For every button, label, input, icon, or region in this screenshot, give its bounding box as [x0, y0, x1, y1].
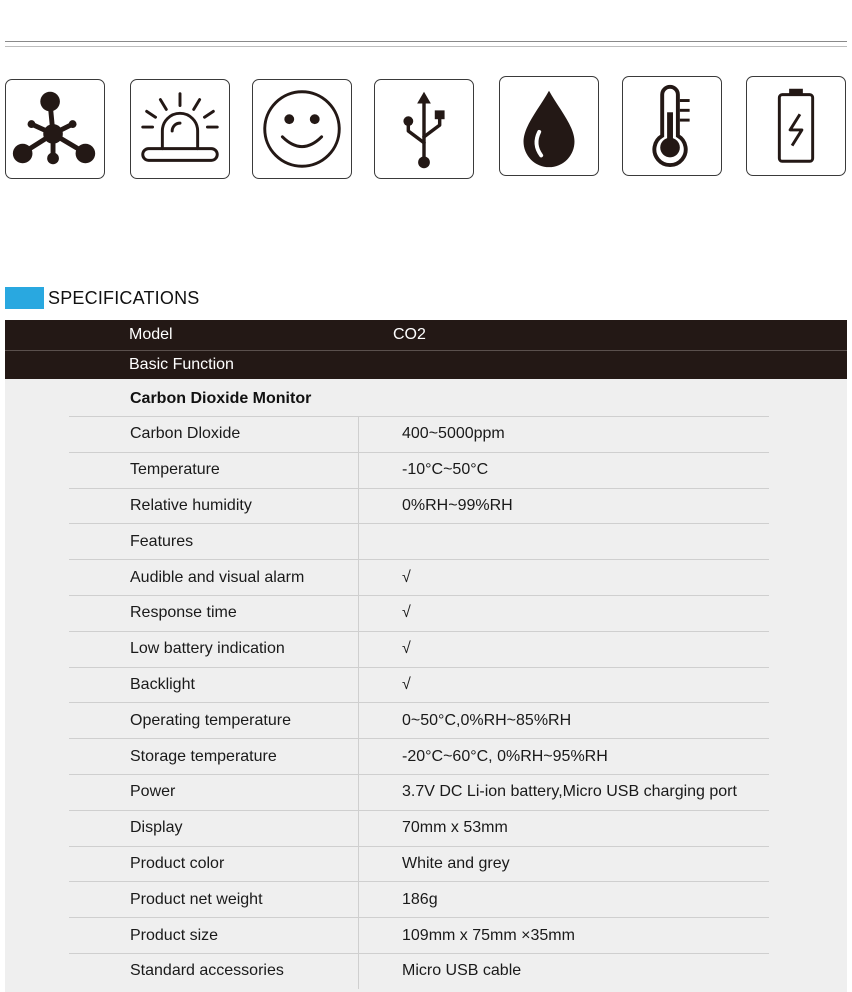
- top-divider-secondary: [5, 46, 847, 47]
- column-divider: [358, 703, 359, 738]
- row-label: Standard accessories: [130, 962, 284, 980]
- basic-function-row: [5, 350, 847, 379]
- column-divider: [358, 775, 359, 810]
- table-row: [69, 416, 769, 452]
- row-value: 186g: [402, 890, 438, 908]
- row-label: Product net weight: [130, 890, 263, 908]
- basic-function-label: Basic Function: [129, 356, 234, 373]
- column-divider: [358, 489, 359, 524]
- row-value: 3.7V DC Li-ion battery,Micro USB charging port: [402, 783, 737, 801]
- row-value: 0~50°C,0%RH~85%RH: [402, 711, 572, 729]
- water-drop-icon: [499, 76, 599, 176]
- row-value: -20°C~60°C, 0%RH~95%RH: [402, 747, 608, 765]
- row-value: 70mm x 53mm: [402, 819, 508, 837]
- row-label: Relative humidity: [130, 496, 252, 514]
- table-row: [69, 774, 769, 810]
- column-divider: [358, 918, 359, 953]
- model-header-row: [5, 320, 847, 350]
- row-label: Backlight: [130, 675, 195, 693]
- column-divider: [358, 560, 359, 595]
- column-divider: [358, 811, 359, 846]
- row-label: Audible and visual alarm: [130, 568, 305, 586]
- row-label: Carbon Dloxide: [130, 425, 241, 443]
- smiley-face-icon: [252, 79, 352, 179]
- feature-icon-row: [0, 76, 852, 182]
- row-value: Micro USB cable: [402, 962, 522, 980]
- alarm-light-icon: [130, 79, 230, 179]
- table-row: [69, 667, 769, 703]
- row-label: Temperature: [130, 461, 220, 479]
- column-divider: [358, 632, 359, 667]
- row-value: √: [402, 640, 411, 658]
- row-label: Storage temperature: [130, 747, 277, 765]
- row-label: Power: [130, 783, 176, 801]
- column-divider: [358, 668, 359, 703]
- row-value: 109mm x 75mm ×35mm: [402, 926, 575, 944]
- column-divider: [358, 453, 359, 488]
- table-row: [69, 631, 769, 667]
- row-label: Response time: [130, 604, 237, 622]
- specifications-title: SPECIFICATIONS: [48, 287, 200, 308]
- table-row: [69, 488, 769, 524]
- row-label: Operating temperature: [130, 711, 291, 729]
- battery-charging-icon: [746, 76, 846, 176]
- table-row: [69, 523, 769, 559]
- row-value: 0%RH~99%RH: [402, 496, 513, 514]
- model-value: CO2: [393, 326, 426, 343]
- row-value: √: [402, 675, 411, 693]
- table-row: [69, 702, 769, 738]
- table-row: [69, 559, 769, 595]
- column-divider: [358, 417, 359, 452]
- table-row: [69, 738, 769, 774]
- specifications-heading: [5, 287, 200, 309]
- row-label: Features: [130, 532, 194, 550]
- column-divider: [358, 847, 359, 882]
- column-divider: [358, 954, 359, 989]
- usb-icon: [374, 79, 474, 179]
- row-label: Product size: [130, 926, 219, 944]
- column-divider: [358, 882, 359, 917]
- spec-rows: [69, 416, 769, 989]
- row-value: √: [402, 568, 411, 586]
- molecule-icon: [5, 79, 105, 179]
- column-divider: [358, 596, 359, 631]
- table-row: [69, 881, 769, 917]
- section-label: Carbon Dioxide Monitor: [130, 390, 312, 407]
- top-divider: [5, 41, 847, 42]
- thermometer-icon: [622, 76, 722, 176]
- table-row: [69, 953, 769, 989]
- table-row: [69, 917, 769, 953]
- table-row: [69, 452, 769, 488]
- accent-chip: [5, 287, 44, 309]
- table-row: [69, 595, 769, 631]
- row-value: White and grey: [402, 854, 510, 872]
- column-divider: [358, 524, 359, 559]
- specifications-table: [5, 320, 847, 992]
- row-value: √: [402, 604, 411, 622]
- row-value: 400~5000ppm: [402, 425, 505, 443]
- row-label: Display: [130, 819, 183, 837]
- model-label: Model: [129, 326, 173, 343]
- row-label: Product color: [130, 854, 225, 872]
- column-divider: [358, 739, 359, 774]
- row-value: -10°C~50°C: [402, 461, 489, 479]
- table-row: [69, 810, 769, 846]
- row-label: Low battery indication: [130, 640, 285, 658]
- table-row: [69, 846, 769, 882]
